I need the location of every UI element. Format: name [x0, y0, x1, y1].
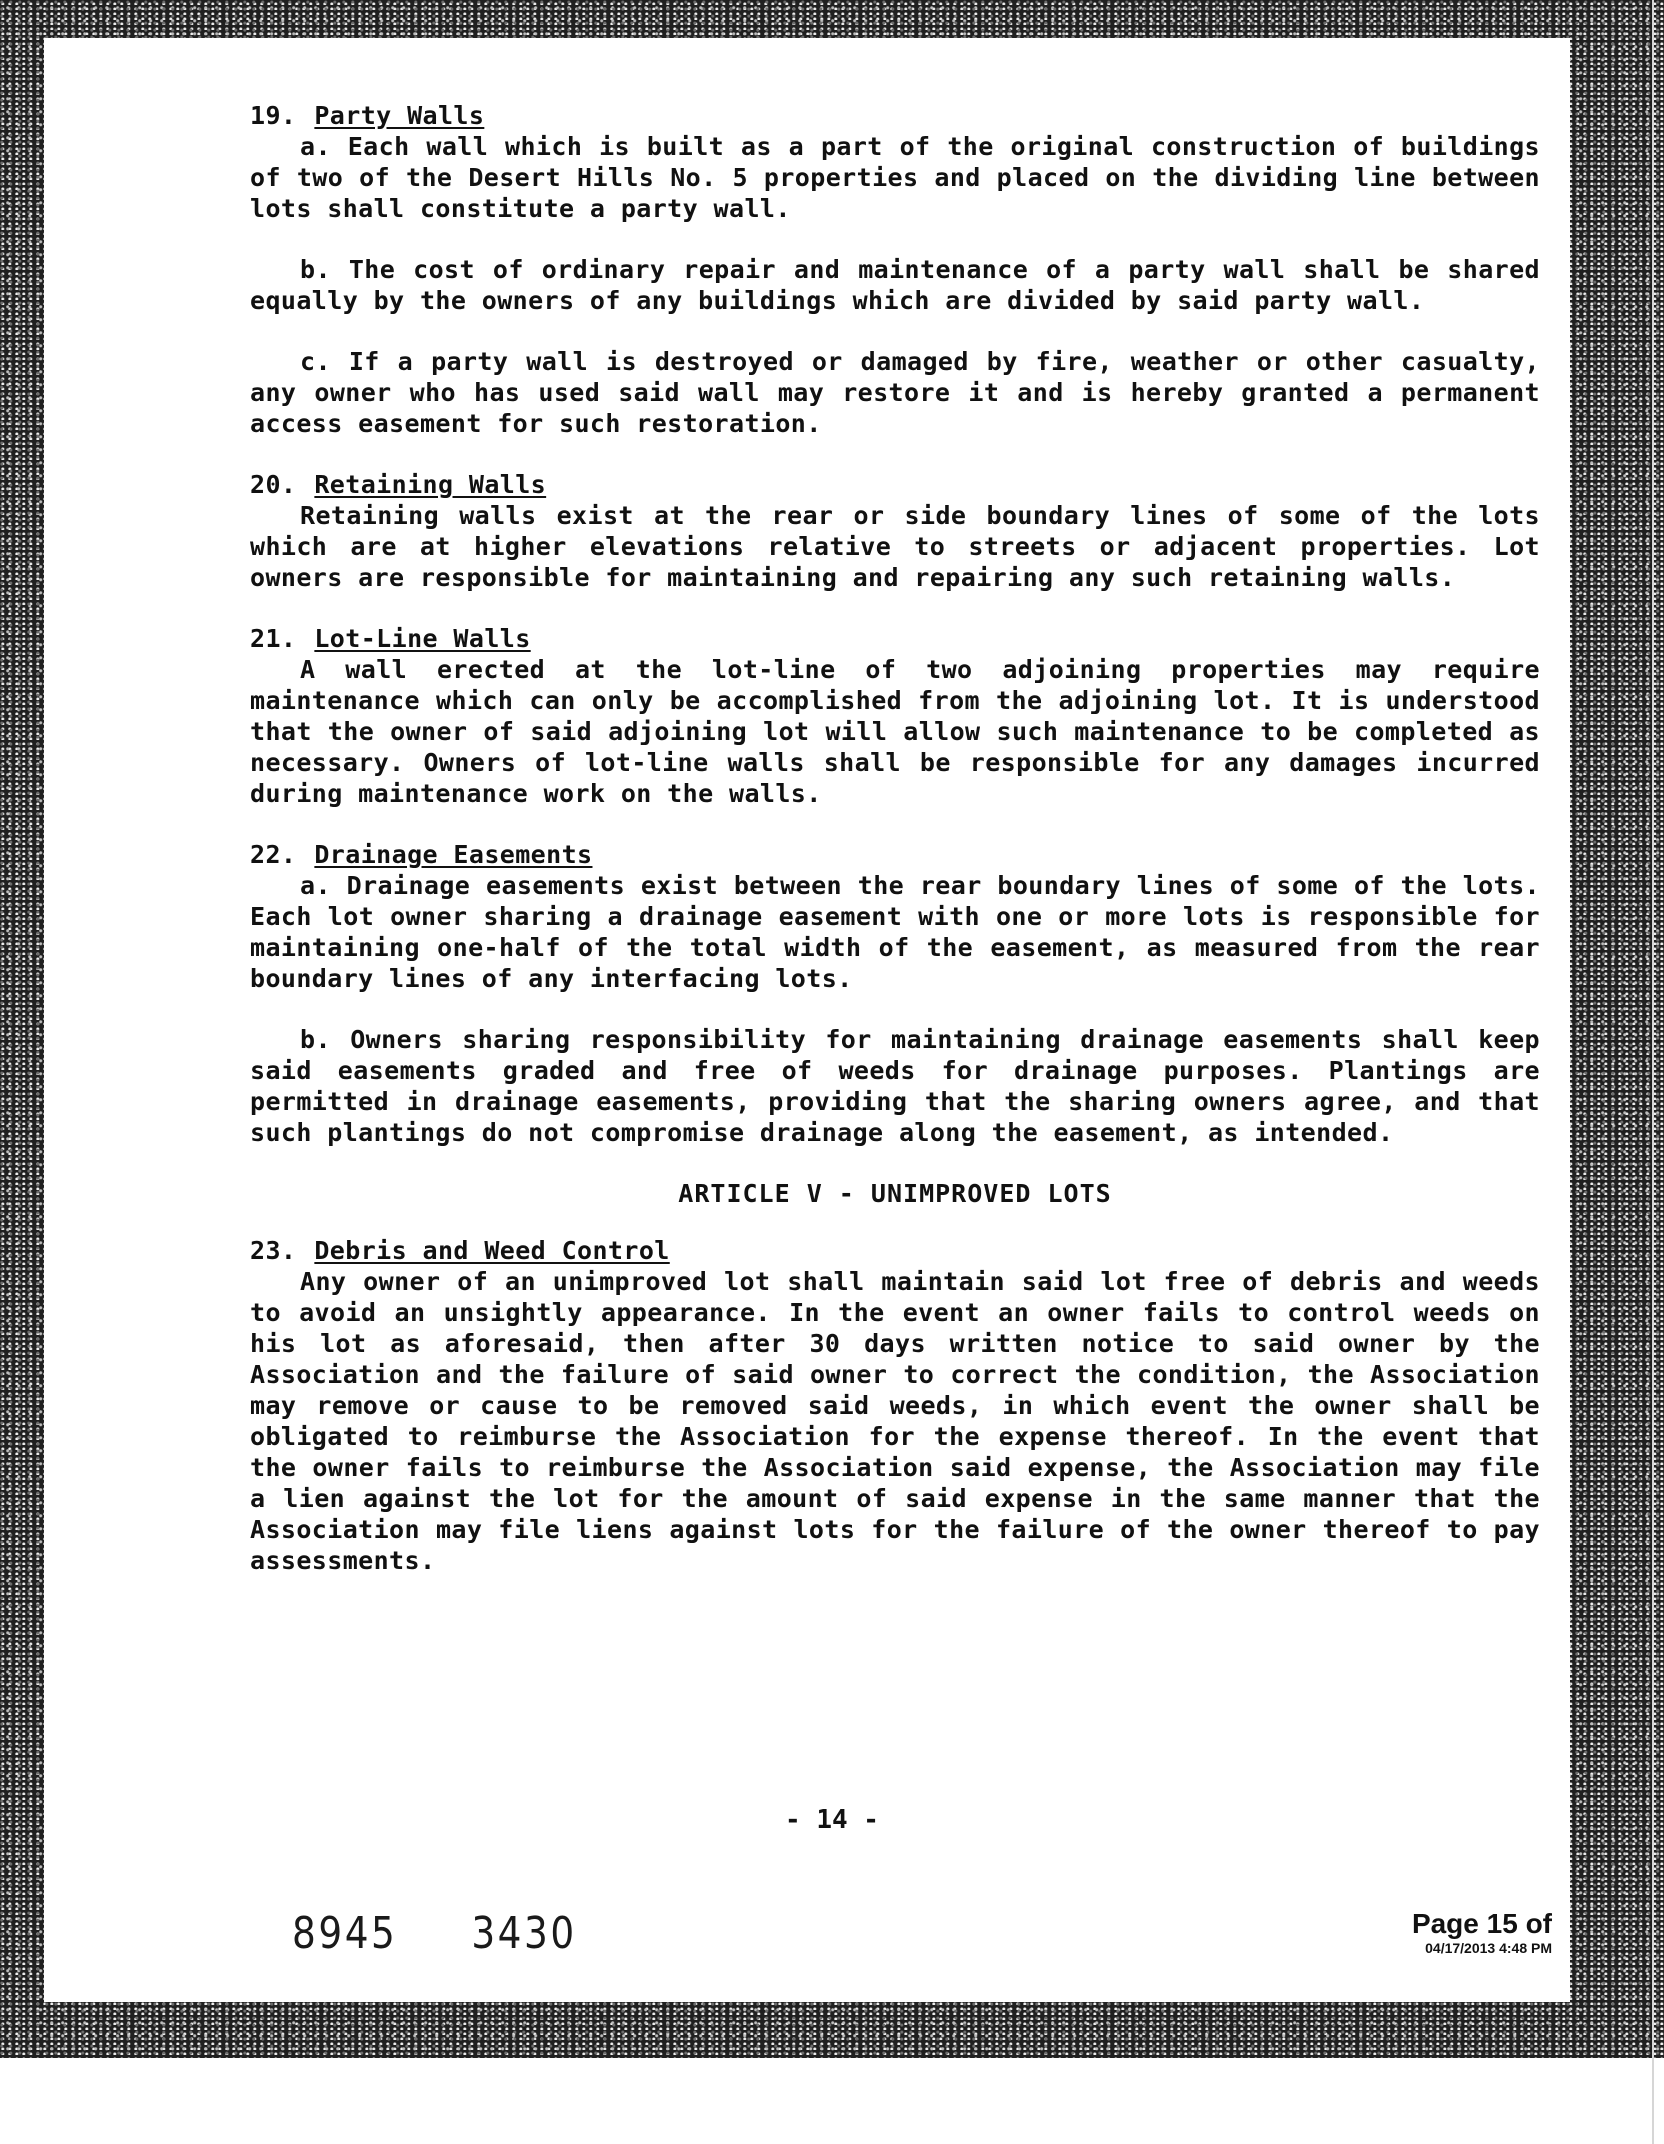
- section-number: 19.: [250, 101, 297, 130]
- page-stamp-timestamp: 04/17/2013 4:48 PM: [1425, 1940, 1552, 1956]
- section-20: [250, 469, 1540, 593]
- page-number: - 14 -: [785, 1805, 879, 1835]
- paragraph: Retaining walls exist at the rear or side boundary lines of some of the lots which are at higher elevations relative to streets or adjacent properties. Lot owners are responsible for maintaining and repairing any such retaining walls.: [250, 501, 1540, 592]
- section-number: 20.: [250, 470, 297, 499]
- section-title: Debris and Weed Control: [314, 1236, 670, 1265]
- section-heading: [250, 1235, 1540, 1266]
- section-title: Party Walls: [314, 101, 485, 130]
- recording-numbers: [292, 1908, 636, 1959]
- section-heading: [250, 469, 1540, 500]
- book-number: 8945: [292, 1908, 398, 1959]
- paragraph: a. Each wall which is built as a part of the original construction of buildings of two of the Desert Hills No. 5 properties and placed on the dividing line between lots shall constitute a party wall.: [250, 132, 1540, 223]
- document-body: [250, 100, 1540, 1606]
- section-number: 21.: [250, 624, 297, 653]
- paragraph: a. Drainage easements exist between the rear boundary lines of some of the lots. Each lot owner sharing a drainage easement with one or more lots is responsible for maintaining one-half of the total width of the easement, as measured from the rear boundary lines of any interfacing lots.: [250, 871, 1540, 993]
- section-23: [250, 1235, 1540, 1576]
- recording-page-number: 3430: [471, 1908, 577, 1959]
- section-heading: [250, 839, 1540, 870]
- paragraph: b. The cost of ordinary repair and maintenance of a party wall shall be shared equally by the owners of any buildings which are divided by said party wall.: [250, 255, 1540, 315]
- paragraph: Any owner of an unimproved lot shall maintain said lot free of debris and weeds to avoid an unsightly appearance. In the event an owner fails to control weeds on his lot as aforesaid, then after 30 days written notice to said owner by the Association and the failure of said owner to correct the condition, the Association may remove or cause to be removed said weeds, in which event the owner shall be obligated to reimburse the Association for the expense thereof. In the event that the owner fails to reimburse the Association said expense, the Association may file a lien against the lot for the amount of said expense in the same manner that the Association may file liens against lots for the failure of the owner thereof to pay assessments.: [250, 1267, 1540, 1575]
- section-heading: [250, 623, 1540, 654]
- paragraph: b. Owners sharing responsibility for maintaining drainage easements shall keep said easements graded and free of weeds for drainage purposes. Plantings are permitted in drainage easements, providing that the sharing owners agree, and that such plantings do not compromise drainage along the easement, as intended.: [250, 1025, 1540, 1147]
- section-title: Lot-Line Walls: [314, 624, 531, 653]
- section-number: 23.: [250, 1236, 297, 1265]
- section-title: Retaining Walls: [314, 470, 547, 499]
- section-19: [250, 100, 1540, 439]
- section-22: [250, 839, 1540, 1148]
- section-number: 22.: [250, 840, 297, 869]
- article-heading: ARTICLE V - UNIMPROVED LOTS: [678, 1179, 1112, 1208]
- section-heading: [250, 100, 1540, 131]
- section-title: Drainage Easements: [314, 840, 593, 869]
- paragraph: A wall erected at the lot-line of two adjoining properties may require maintenance which can only be accomplished from the adjoining lot. It is understood that the owner of said adjoining lot will allow such maintenance to be completed as necessary. Owners of lot-line walls shall be responsible for any damages incurred during maintenance work on the walls.: [250, 655, 1540, 808]
- page-stamp-label: Page 15 of: [1411, 1908, 1552, 1939]
- page-stamp: [1412, 1908, 1552, 1956]
- paragraph: c. If a party wall is destroyed or damaged by fire, weather or other casualty, any owner who has used said wall may restore it and is hereby granted a permanent access easement for such restoration.: [250, 347, 1540, 438]
- section-21: [250, 623, 1540, 809]
